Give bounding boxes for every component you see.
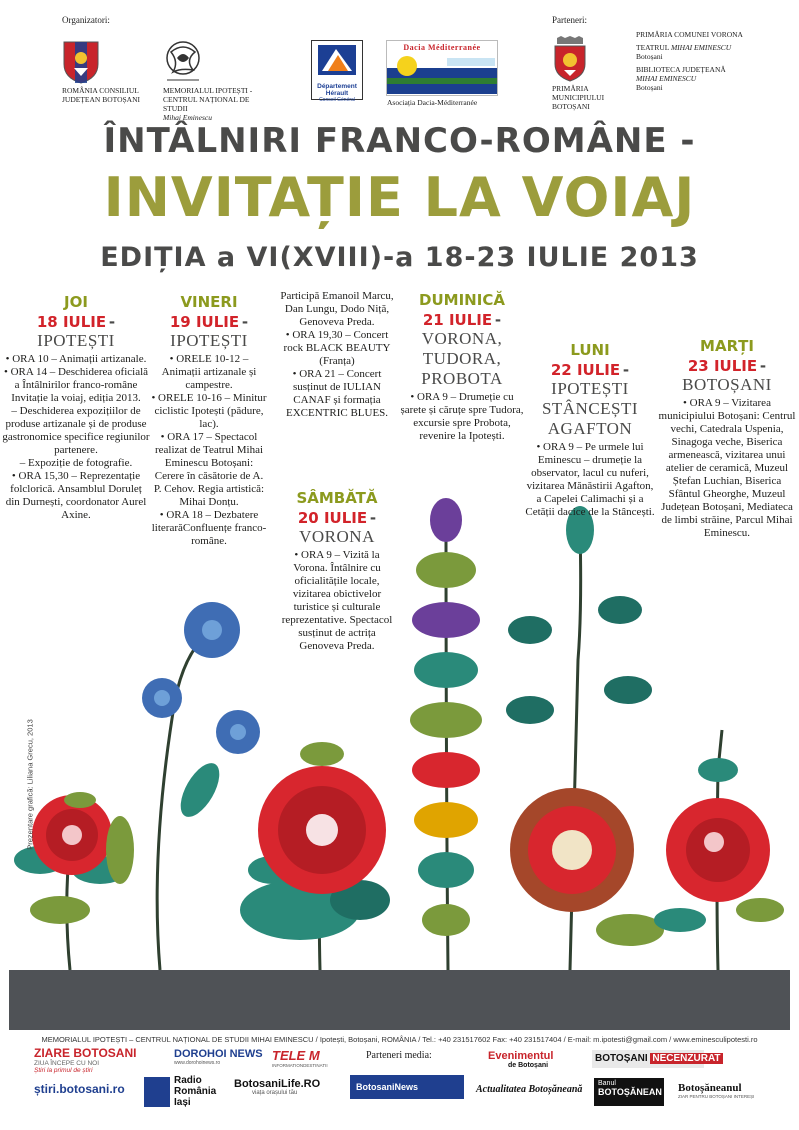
herault-logo bbox=[311, 40, 363, 103]
evenimentul-logo-a: Evenimentul bbox=[488, 1050, 554, 1062]
dacia-caption: Asociația Dacia-Méditerranée bbox=[387, 98, 478, 107]
herault-logo-subtext: Conseil Général bbox=[319, 97, 355, 103]
botosani-necenzurat-logo[interactable] bbox=[592, 1050, 721, 1068]
botosaneanul-logo-sub: ZIAR PENTRU BOTOȘANI INTEREȘI bbox=[678, 1094, 755, 1099]
column-sambata bbox=[277, 488, 397, 653]
date-duminica: 21 IULIE bbox=[422, 311, 493, 329]
date-dash-joi: - bbox=[108, 313, 116, 331]
ziare-logo-tag: Știri la primul de știri bbox=[34, 1067, 93, 1074]
date-line-marti bbox=[657, 357, 797, 375]
event-vineri-cont-2: • ORA 19,30 – Concert rock BLACK BEAUTY (Franța) bbox=[283, 329, 391, 367]
tele-logo-sub: INFORMATIONDESTINATII bbox=[272, 1063, 328, 1068]
tele-m-logo[interactable] bbox=[272, 1048, 332, 1072]
radio-logo-c: Iași bbox=[174, 1097, 191, 1108]
radio-romania-iasi-logo[interactable] bbox=[144, 1075, 224, 1111]
tele-logo-text: TELE M bbox=[272, 1048, 320, 1063]
event-joi-1: • ORA 10 – Animații artizanale. bbox=[5, 353, 147, 365]
day-luni: LUNI bbox=[570, 341, 610, 359]
event-joi-3: – Deschiderea expozițiilor de produse artizanale și de produse gastronomice specifice regiunilor partenere. bbox=[2, 405, 150, 456]
event-vineri-1: • ORELE 10-12 – Animații artizanale și campestre. bbox=[161, 353, 257, 391]
banul-botosanean-logo[interactable] bbox=[594, 1078, 664, 1106]
herault-logo-text: Département Hérault bbox=[317, 83, 357, 97]
dacia-logo-text: Dacia Méditerranée bbox=[403, 43, 481, 52]
date-line-vineri bbox=[150, 313, 268, 331]
ziare-botosani-logo[interactable] bbox=[34, 1046, 146, 1078]
ground-band bbox=[9, 970, 790, 1030]
place-duminica: VORONA, TUDORA, PROBOTA bbox=[421, 329, 503, 388]
event-joi-5: • ORA 15,30 – Reprezentație folclorică. Ansamblul Doruleț din Durnești, coordonator Aurel Axine. bbox=[5, 470, 147, 521]
date-luni: 22 IULIE bbox=[550, 361, 621, 379]
partner-library-name: MIHAI EMINESCU bbox=[636, 74, 697, 83]
radio-logo-b: România bbox=[174, 1086, 217, 1097]
dacia-sun-sea-icon bbox=[387, 52, 498, 94]
dorohoi-news-logo[interactable] bbox=[174, 1048, 263, 1072]
place-luni: IPOTEȘTI STÂNCEȘTI AGAFTON bbox=[541, 379, 639, 438]
place-vineri: IPOTEȘTI bbox=[170, 331, 248, 350]
partner-vorona: PRIMĂRIA COMUNEI VORONA bbox=[636, 30, 743, 39]
date-line-joi bbox=[2, 313, 150, 331]
event-joi-4: – Expoziție de fotografie. bbox=[19, 457, 133, 469]
date-line-luni bbox=[525, 361, 655, 379]
partners-list bbox=[636, 30, 786, 92]
date-marti: 23 IULIE bbox=[687, 357, 758, 375]
memorial-caption-italic: Mihai Eminescu bbox=[163, 113, 212, 122]
memorial-ipotesti-logo-icon bbox=[163, 38, 203, 84]
day-joi: JOI bbox=[64, 293, 88, 311]
dacia-mediterranee-logo bbox=[386, 40, 498, 96]
botosaneanul-logo[interactable] bbox=[678, 1082, 794, 1108]
dorohoi-logo-text: DOROHOI NEWS bbox=[174, 1048, 263, 1060]
embroidered-flowers-illustration bbox=[0, 470, 799, 980]
date-vineri: 19 IULIE bbox=[169, 313, 240, 331]
radio-logo-a: Radio bbox=[174, 1075, 202, 1086]
necenzurat-logo-a: BOTOȘANI bbox=[595, 1053, 648, 1064]
botosani-municipality-caption: PRIMĂRIA MUNICIPIULUI BOTOȘANI bbox=[552, 84, 605, 111]
column-joi bbox=[2, 292, 150, 522]
ziare-logo-sub: ZIUA ÎNCEPE CU NOI bbox=[34, 1060, 100, 1067]
county-council-caption: ROMÂNIA CONSILIUL JUDEȚEAN BOTOȘANI bbox=[62, 86, 140, 104]
botlife-logo-text: BotosaniLife.RO bbox=[234, 1078, 321, 1090]
botlife-logo-sub: viața orașului tău bbox=[252, 1090, 298, 1096]
place-marti: BOTOȘANI bbox=[682, 375, 772, 394]
organizers-label: Organizatori: bbox=[62, 15, 110, 25]
date-line-sambata bbox=[277, 509, 397, 527]
radio-icon bbox=[144, 1077, 170, 1107]
actualitatea-logo[interactable]: Actualitatea Botoșăneană bbox=[476, 1084, 583, 1095]
event-vineri-4: • ORA 18 – Dezbatere literarăConfluențe franco-române. bbox=[151, 509, 267, 547]
column-luni bbox=[525, 340, 655, 519]
day-vineri: VINERI bbox=[180, 293, 238, 311]
day-duminica: DUMINICĂ bbox=[419, 291, 505, 309]
memorial-caption bbox=[163, 86, 273, 122]
event-joi-2: • ORA 14 – Deschiderea oficială a Întâlnirilor franco-române Invitație la voiaj, ediția 2013. bbox=[3, 366, 149, 404]
event-vineri-3: • ORA 17 – Spectacol realizat de Teatrul Mihai Eminescu Botoșani: Cerere în căsătorie de A. P. Cehov. Regia artistică: Mihai Donțu. bbox=[153, 431, 265, 508]
date-dash-vineri: - bbox=[241, 313, 249, 331]
event-sambata-1: • ORA 9 – Vizită la Vorona. Întâlnire cu oficialitățile locale, vizitarea obictivelor turistice și culturale reprezentative. Spectacol susținut de actrița Genoveva Preda. bbox=[281, 549, 393, 652]
column-vineri-continued bbox=[277, 290, 397, 420]
day-marti: MARȚI bbox=[700, 337, 754, 355]
day-sambata: SÂMBĂTĂ bbox=[296, 489, 378, 507]
title-line-3: EDIȚIA a VI(XVIII)-a 18-23 IULIE 2013 bbox=[100, 242, 699, 273]
botosaneanul-logo-text: Botoșăneanul bbox=[678, 1082, 742, 1094]
banul-logo-a: Banul bbox=[598, 1080, 616, 1087]
event-vineri-2: • ORELE 10-16 – Minitur ciclistic Ipotești (pădure, lac). bbox=[151, 392, 267, 430]
partner-theatre: TEATRUL MIHAI EMINESCU bbox=[636, 43, 732, 52]
graphic-design-credit: Prezentare grafică: Liliana Grecu, 2013 bbox=[25, 719, 35, 850]
event-luni-1: • ORA 9 – Pe urmele lui Eminescu – drumeție la observator, lacul cu nuferi, vizitarea Mănăstirii Agafton, a Capelei Calimachi și a Cetății dacice de la Stâncești. bbox=[525, 441, 655, 518]
evenimentul-logo[interactable] bbox=[488, 1050, 578, 1074]
place-joi: IPOTEȘTI bbox=[37, 331, 115, 350]
date-line-duminica bbox=[400, 311, 524, 329]
date-sambata: 20 IULIE bbox=[297, 509, 368, 527]
herault-emblem-icon bbox=[312, 41, 362, 79]
title-line-2: INVITAȚIE LA VOIAJ bbox=[103, 166, 696, 229]
dorohoi-logo-sub: www.dorohoinews.ro bbox=[174, 1060, 221, 1066]
partners-label: Parteneri: bbox=[552, 15, 587, 25]
place-sambata: VORONA bbox=[299, 527, 375, 546]
date-dash-marti: - bbox=[759, 357, 767, 375]
county-coat-of-arms-icon bbox=[62, 40, 100, 84]
media-partners-label: Parteneri media: bbox=[366, 1050, 432, 1061]
partner-theatre-city: Botoșani bbox=[636, 52, 663, 61]
memorial-caption-main: MEMORIALUL IPOTEȘTI - CENTRUL NAȚIONAL DE STUDII bbox=[163, 86, 253, 113]
column-vineri bbox=[150, 292, 268, 548]
event-vineri-cont-3: • ORA 21 – Concert susținut de IULIAN CANAF și formația EXCENTRIC BLUES. bbox=[285, 368, 389, 419]
partner-library: BIBLIOTECA JUDEȚEANĂ bbox=[636, 65, 726, 74]
column-marti bbox=[657, 336, 797, 540]
event-vineri-cont-1: Participă Emanoil Marcu, Dan Lungu, Dodo Niță, Genoveva Preda. bbox=[280, 290, 394, 328]
partner-library-city: Botoșani bbox=[636, 83, 663, 92]
ziare-logo-text: ZIARE BOTOSANI bbox=[34, 1046, 137, 1060]
event-marti-1: • ORA 9 – Vizitarea municipiului Botoșani: Centrul vechi, Catedrala Uspenia, Sinagoga veche, Biserica armenească, vizitarea unui atelier de ceramică, Muzeul Ștefan Luchian, Biserica Sfântul Gheorghe, Muzeul Județean Botoșani, Mediateca de limbi străine, Parcul Mihai Eminescu. bbox=[658, 397, 796, 539]
footer-contact: MEMORIALUL IPOTEȘTI – CENTRUL NAȚIONAL DE STUDII MIHAI EMINESCU / Ipotești, Botoșani, ROMÂNIA / Tel.: +40 231517602 Fax: +40 231517404 / E-mail: m.ipotesti@gmail.com / www.eminesculipotesti.ro bbox=[41, 1035, 758, 1044]
date-dash-duminica: - bbox=[494, 311, 502, 329]
column-duminica bbox=[400, 290, 524, 443]
title-line-1: ÎNTÂLNIRI FRANCO-ROMÂNE - bbox=[103, 121, 696, 161]
date-dash-luni: - bbox=[622, 361, 630, 379]
evenimentul-logo-b: de Botoșani bbox=[508, 1062, 549, 1069]
necenzurat-logo-b: NECENZURAT bbox=[652, 1053, 721, 1064]
botosani-coat-of-arms-icon bbox=[553, 36, 587, 82]
date-dash-sambata: - bbox=[369, 509, 377, 527]
banul-logo-b: BOTOȘĂNEAN bbox=[598, 1087, 662, 1097]
botosani-news-logo[interactable]: BotosaniNews bbox=[350, 1075, 464, 1099]
stiri-botosani-logo[interactable]: știri.botosani.ro bbox=[34, 1082, 125, 1096]
botosanilife-logo[interactable] bbox=[234, 1078, 334, 1104]
date-joi: 18 IULIE bbox=[36, 313, 107, 331]
event-duminica-1: • ORA 9 – Drumeție cu șarete și căruțe spre Tudora, excursie spre Probota, revenire la Ipotești. bbox=[400, 391, 524, 442]
